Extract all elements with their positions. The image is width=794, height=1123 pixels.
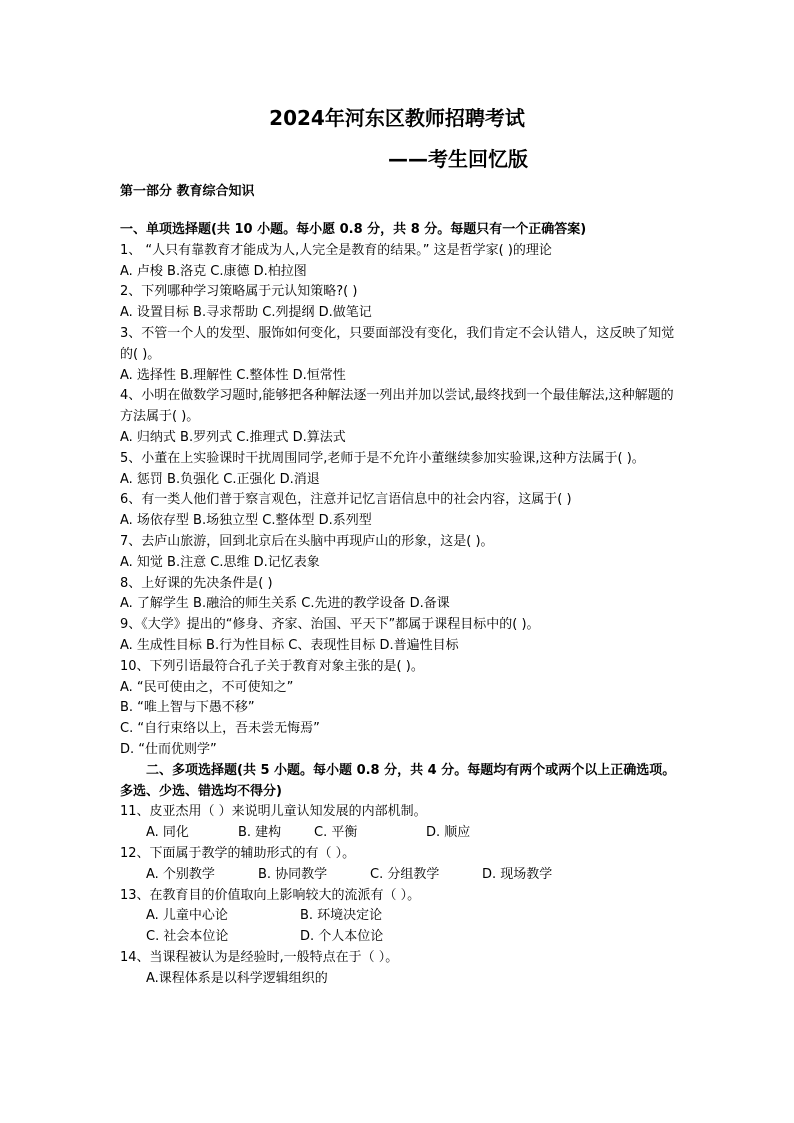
part-heading: 第一部分 教育综合知识 [120,184,255,199]
question-list [120,220,680,989]
question-options: A. 生成性目标 B.行为性目标 C、表现性目标 D.普遍性目标 [120,637,459,653]
question-option: A. 个别教学 [146,866,215,882]
question-text: 7、去庐山旅游，回到北京后在头脑中再现庐山的形象，这是( )。 [120,533,494,549]
question-options: A. 设置目标 B.寻求帮助 C.列提纲 D.做笔记 [120,305,372,321]
question-options: A. 归纳式 B.罗列式 C.推理式 D.算法式 [120,429,346,445]
question-option: A. 同化 [146,825,189,841]
question-option: B. 环境决定论 [300,908,383,924]
document-title: 2024年河东区教师招聘考试 [269,106,525,130]
question-options: A. 选择性 B.理解性 C.整体性 D.恒常性 [120,367,346,383]
question-option: A. 儿童中心论 [146,908,228,924]
question-text: 4、小明在做数学习题时,能够把各种解法逐一列出并加以尝试,最终找到一个最佳解法,这种解题的方法属于( )。 [120,388,674,425]
question-option: C. “自行束络以上，吾未尝无悔焉” [120,721,320,737]
question-option: D. 现场教学 [482,866,553,882]
question-options: A. 卢梭 B.洛克 C.康德 D.柏拉图 [120,263,307,279]
question-options: A. 场依存型 B.场独立型 C.整体型 D.系列型 [120,513,372,529]
question-text: 11、皮亚杰用（ ）来说明儿童认知发展的内部机制。 [120,804,427,820]
question-option: C. 社会本位论 [146,929,229,945]
question-text: 13、在教育目的价值取向上影响较大的流派有（ ）。 [120,887,421,903]
question-options [120,927,680,948]
question-text: 1、 “人只有靠教育才能成为人,人完全是教育的结果。” 这是哲学家( )的理论 [120,242,552,258]
question-options: A. 惩罚 B.负强化 C.正强化 D.消退 [120,471,320,487]
question-options [120,906,680,927]
question-option: C. 分组教学 [370,866,440,882]
section-heading: 二、多项选择题(共 5 小题。每小题 0.8 分，共 4 分。每题均有两个或两个以上正确选项。多选、少选、错选均不得分) [120,762,676,799]
question-option: B. 协同教学 [258,866,328,882]
question-text: 6、有一类人他们普于察言观色，注意并记忆言语信息中的社会内容，这属于( ) [120,492,572,508]
question-option: B. 建构 [238,825,282,841]
question-text: 3、不管一个人的发型、服饰如何变化，只要面部没有变化，我们肯定不会认错人，这反映了知觉的( )。 [120,325,675,362]
question-text: 5、小董在上实验课时干扰周围同学,老师于是不允许小董继续参加实验课,这种方法属于( )。 [120,450,645,466]
document-subtitle: ——考生回忆版 [388,147,528,171]
question-text: 9、《大学》提出的“修身、齐家、治国、平天下”都属于课程目标中的( )。 [120,617,540,633]
section-heading: 一、单项选择题(共 10 小题。每小愿 0.8 分，共 8 分。每题只有一个正确答案) [120,222,587,237]
question-text: 8、上好课的先决条件是( ) [120,575,273,591]
question-text: 14、当课程被认为是经验时,一般特点在于（ ）。 [120,949,399,965]
question-option: C. 平衡 [314,825,358,841]
question-option: B. “唯上智与下愚不移” [120,700,255,716]
question-text: 2、下列哪种学习策略属于元认知策略?( ) [120,284,358,300]
question-options [120,865,680,886]
question-text: 12、下面属于教学的辅助形式的有（ ）。 [120,845,356,861]
question-text: 10、下列引语最符合孔子关于教育对象主张的是( )。 [120,658,424,674]
question-option: A. “民可使由之，不可使知之” [120,679,294,695]
question-option: D. 顺应 [426,825,471,841]
question-options [120,823,680,844]
question-option: A.课程体系是以科学逻辑组织的 [146,970,328,986]
question-options: A. 知觉 B.注意 C.思维 D.记忆表象 [120,554,320,570]
question-options: A. 了解学生 B.融洽的师生关系 C.先进的教学设备 D.备课 [120,596,450,612]
question-option: D. “仕而优则学” [120,741,217,757]
question-option: D. 个人本位论 [300,929,384,945]
